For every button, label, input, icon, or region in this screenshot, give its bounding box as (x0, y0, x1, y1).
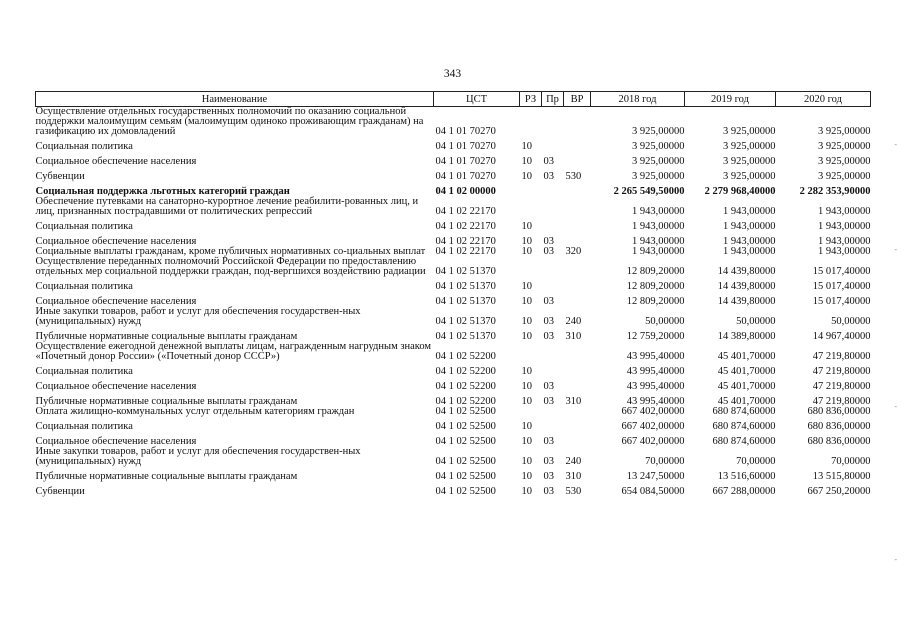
cell-2019: 1 943,00000 (723, 221, 776, 232)
cell-vr (564, 182, 591, 197)
cell-rz (520, 257, 542, 277)
table-row (36, 307, 871, 327)
table-row (36, 392, 871, 407)
cell-2019: 45 401,70000 (717, 351, 776, 362)
table-row (36, 362, 871, 377)
cell-rz (520, 197, 542, 217)
table-row (36, 217, 871, 232)
cell-rz: 10 (521, 171, 532, 182)
header-2020: 2020 год (776, 92, 871, 107)
cell-2018: 1 943,00000 (632, 206, 685, 217)
cell-rz: 10 (521, 486, 532, 497)
cell-cst: 04 1 02 51370 (435, 331, 496, 342)
header-name: Наименование (36, 92, 434, 107)
cell-2020: 13 515,80000 (812, 471, 871, 482)
cell-rz: 10 (521, 316, 532, 327)
cell-2018: 43 995,40000 (626, 351, 685, 362)
cell-rz: 10 (521, 471, 532, 482)
cell-2018: 654 084,50000 (621, 486, 685, 497)
cell-name: Обеспечение путевками на санаторно-курортное лечение реабилити-рованных лиц, и лиц, признанных пострадавшими от политических репрессий (35, 196, 419, 217)
cell-vr (564, 377, 591, 392)
cell-2019: 3 925,00000 (723, 171, 776, 182)
cell-2018: 43 995,40000 (626, 381, 685, 392)
cell-2019: 3 925,00000 (723, 126, 776, 137)
cell-rz: 10 (521, 396, 532, 407)
header-cst: ЦСТ (434, 92, 520, 107)
header-vr: ВР (564, 92, 591, 107)
cell-2020: 667 250,20000 (807, 486, 871, 497)
cell-name: Социальные выплаты гражданам, кроме публичных нормативных со-циальных выплат (35, 246, 426, 257)
cell-2019: 50,00000 (736, 316, 776, 327)
cell-pr (542, 417, 564, 432)
cell-2020: 50,00000 (831, 316, 871, 327)
cell-2020: 70,00000 (831, 456, 871, 467)
cell-vr: 310 (565, 396, 582, 407)
table-row (36, 342, 871, 362)
page-number: 343 (443, 68, 462, 80)
cell-name: Социальная поддержка льготных категорий граждан (35, 186, 290, 197)
cell-rz: 10 (521, 296, 532, 307)
cell-pr (542, 197, 564, 217)
table-body (36, 107, 871, 498)
cell-2018: 3 925,00000 (632, 126, 685, 137)
cell-name: Социальное обеспечение населения (35, 296, 197, 307)
cell-2020: 47 219,80000 (812, 351, 871, 362)
margin-tick: - (894, 245, 897, 254)
cell-rz: 10 (521, 331, 532, 342)
cell-cst: 04 1 02 52500 (435, 486, 496, 497)
cell-pr (542, 107, 564, 138)
cell-cst: 04 1 02 52200 (435, 351, 496, 362)
cell-2020: 3 925,00000 (818, 171, 871, 182)
cell-rz (520, 407, 542, 417)
cell-pr (542, 182, 564, 197)
cell-2019: 680 874,60000 (712, 406, 776, 417)
cell-vr (564, 232, 591, 247)
cell-pr: 03 (543, 246, 554, 257)
cell-name: Социальная политика (35, 421, 133, 432)
cell-rz: 10 (521, 221, 532, 232)
cell-cst: 04 1 02 52500 (435, 421, 496, 432)
cell-rz: 10 (521, 281, 532, 292)
cell-vr (564, 407, 591, 417)
table-row (36, 277, 871, 292)
cell-cst: 04 1 02 52200 (435, 366, 496, 377)
cell-name: Осуществление ежегодной денежной выплаты лицам, награжденным нагрудным знаком «Почетный донор России» («Почетный донор СССР») (35, 341, 432, 362)
cell-2020: 15 017,40000 (812, 296, 871, 307)
cell-2019: 14 439,80000 (717, 296, 776, 307)
cell-pr: 03 (543, 471, 554, 482)
margin-tick: - (894, 555, 897, 564)
cell-name: Публичные нормативные социальные выплаты гражданам (35, 331, 298, 342)
cell-name: Публичные нормативные социальные выплаты гражданам (35, 396, 298, 407)
cell-pr: 03 (543, 156, 554, 167)
cell-vr (564, 342, 591, 362)
cell-2019: 1 943,00000 (723, 206, 776, 217)
cell-vr (564, 152, 591, 167)
cell-pr: 03 (543, 331, 554, 342)
cell-vr (564, 197, 591, 217)
cell-2020: 1 943,00000 (818, 221, 871, 232)
cell-2019: 3 925,00000 (723, 141, 776, 152)
cell-pr: 03 (543, 436, 554, 447)
table-row (36, 327, 871, 342)
cell-name: Социальное обеспечение населения (35, 381, 197, 392)
cell-cst: 04 1 01 70270 (435, 156, 496, 167)
cell-name: Социальная политика (35, 366, 133, 377)
cell-2018: 3 925,00000 (632, 171, 685, 182)
cell-pr: 03 (543, 171, 554, 182)
cell-name: Иные закупки товаров, работ и услуг для обеспечения государствен-ных (муниципальных) нужд (35, 446, 361, 467)
table-header (36, 92, 871, 107)
cell-name: Публичные нормативные социальные выплаты гражданам (35, 471, 298, 482)
cell-2020: 14 967,40000 (812, 331, 871, 342)
cell-name: Социальная политика (35, 141, 133, 152)
cell-2020: 15 017,40000 (812, 266, 871, 277)
cell-rz (520, 182, 542, 197)
table-row (36, 432, 871, 447)
table-row (36, 257, 871, 277)
cell-name: Социальная политика (35, 221, 133, 232)
cell-pr: 03 (543, 456, 554, 467)
cell-2019: 1 943,00000 (723, 236, 776, 247)
cell-2018: 3 925,00000 (632, 156, 685, 167)
cell-pr (542, 217, 564, 232)
margin-tick: - (894, 402, 897, 411)
cell-vr (564, 107, 591, 138)
cell-pr: 03 (543, 316, 554, 327)
header-row (36, 92, 871, 107)
cell-name: Социальное обеспечение населения (35, 436, 197, 447)
cell-2019: 14 389,80000 (717, 331, 776, 342)
cell-2018: 12 809,20000 (626, 281, 685, 292)
cell-vr (564, 292, 591, 307)
cell-cst: 04 1 01 70270 (435, 171, 496, 182)
cell-cst: 04 1 02 22170 (435, 246, 496, 257)
cell-2020: 1 943,00000 (818, 236, 871, 247)
cell-cst: 04 1 02 51370 (435, 316, 496, 327)
cell-vr: 530 (565, 486, 582, 497)
cell-name: Социальное обеспечение населения (35, 236, 197, 247)
header-2019: 2019 год (685, 92, 776, 107)
table-row (36, 292, 871, 307)
cell-2018: 667 402,00000 (621, 421, 685, 432)
cell-2018: 667 402,00000 (621, 436, 685, 447)
cell-2019: 70,00000 (736, 456, 776, 467)
cell-rz: 10 (521, 366, 532, 377)
cell-rz: 10 (521, 436, 532, 447)
cell-cst: 04 1 02 51370 (435, 266, 496, 277)
table-row (36, 407, 871, 417)
cell-pr: 03 (543, 381, 554, 392)
cell-2020: 3 925,00000 (818, 156, 871, 167)
cell-pr: 03 (543, 236, 554, 247)
header-pr: Пр (542, 92, 564, 107)
cell-2019: 45 401,70000 (717, 381, 776, 392)
cell-name: Социальная политика (35, 281, 133, 292)
cell-cst: 04 1 02 51370 (435, 281, 496, 292)
cell-pr (542, 277, 564, 292)
cell-vr (564, 257, 591, 277)
cell-cst: 04 1 02 22170 (435, 236, 496, 247)
table-row (36, 137, 871, 152)
cell-2018: 70,00000 (645, 456, 685, 467)
cell-2019: 667 288,00000 (712, 486, 776, 497)
cell-2018: 12 759,20000 (626, 331, 685, 342)
cell-2018: 667 402,00000 (621, 406, 685, 417)
cell-cst: 04 1 02 52200 (435, 396, 496, 407)
cell-cst: 04 1 02 51370 (435, 296, 496, 307)
cell-2019: 1 943,00000 (723, 246, 776, 257)
cell-cst: 04 1 02 22170 (435, 206, 496, 217)
cell-2019: 3 925,00000 (723, 156, 776, 167)
cell-pr (542, 342, 564, 362)
cell-2018: 2 265 549,50000 (613, 186, 685, 197)
table-row (36, 417, 871, 432)
cell-cst: 04 1 02 00000 (435, 186, 496, 197)
cell-vr (564, 137, 591, 152)
cell-rz (520, 342, 542, 362)
cell-2018: 43 995,40000 (626, 396, 685, 407)
header-2018: 2018 год (591, 92, 685, 107)
cell-name: Субвенции (35, 486, 85, 497)
cell-cst: 04 1 01 70270 (435, 141, 496, 152)
cell-vr (564, 362, 591, 377)
cell-2019: 680 874,60000 (712, 421, 776, 432)
cell-name: Осуществление отдельных государственных полномочий по оказанию социальной поддержки малоимущим семьям (малоимущим одиноко проживающим гражданам) на газификацию их домовладений (35, 106, 424, 137)
cell-2018: 50,00000 (645, 316, 685, 327)
cell-cst: 04 1 01 70270 (435, 126, 496, 137)
cell-pr (542, 407, 564, 417)
table-row (36, 167, 871, 182)
table-row (36, 377, 871, 392)
cell-cst: 04 1 02 52200 (435, 381, 496, 392)
cell-vr (564, 217, 591, 232)
cell-2018: 1 943,00000 (632, 221, 685, 232)
cell-vr (564, 417, 591, 432)
cell-vr: 310 (565, 471, 582, 482)
cell-vr: 310 (565, 331, 582, 342)
cell-vr: 530 (565, 171, 582, 182)
cell-cst: 04 1 02 22170 (435, 221, 496, 232)
cell-name: Оплата жилищно-коммунальных услуг отдельным категориям граждан (35, 406, 355, 417)
cell-2020: 15 017,40000 (812, 281, 871, 292)
budget-table (35, 91, 871, 497)
cell-2019: 14 439,80000 (717, 281, 776, 292)
table-row (36, 152, 871, 167)
cell-vr (564, 432, 591, 447)
table-row (36, 232, 871, 247)
cell-pr (542, 137, 564, 152)
cell-2018: 12 809,20000 (626, 296, 685, 307)
cell-2018: 1 943,00000 (632, 236, 685, 247)
cell-vr: 240 (565, 316, 582, 327)
cell-2020: 680 836,00000 (807, 436, 871, 447)
cell-pr: 03 (543, 296, 554, 307)
cell-pr: 03 (543, 396, 554, 407)
cell-2018: 13 247,50000 (626, 471, 685, 482)
table-row (36, 482, 871, 497)
cell-2018: 1 943,00000 (632, 246, 685, 257)
cell-2020: 1 943,00000 (818, 206, 871, 217)
cell-rz: 10 (521, 421, 532, 432)
table-row (36, 447, 871, 467)
cell-2020: 47 219,80000 (812, 366, 871, 377)
cell-2020: 680 836,00000 (807, 421, 871, 432)
cell-rz: 10 (521, 456, 532, 467)
cell-2019: 45 401,70000 (717, 396, 776, 407)
cell-2020: 2 282 353,90000 (799, 186, 871, 197)
cell-rz: 10 (521, 246, 532, 257)
cell-2019: 680 874,60000 (712, 436, 776, 447)
cell-rz: 10 (521, 236, 532, 247)
cell-rz (520, 107, 542, 138)
cell-2020: 680 836,00000 (807, 406, 871, 417)
cell-vr (564, 277, 591, 292)
cell-cst: 04 1 02 52500 (435, 471, 496, 482)
cell-2018: 3 925,00000 (632, 141, 685, 152)
cell-rz: 10 (521, 141, 532, 152)
table-row (36, 197, 871, 217)
cell-pr: 03 (543, 486, 554, 497)
cell-2019: 13 516,60000 (717, 471, 776, 482)
cell-name: Социальное обеспечение населения (35, 156, 197, 167)
cell-vr: 320 (565, 246, 582, 257)
cell-2018: 12 809,20000 (626, 266, 685, 277)
cell-rz: 10 (521, 156, 532, 167)
cell-2018: 43 995,40000 (626, 366, 685, 377)
cell-2020: 47 219,80000 (812, 381, 871, 392)
cell-vr: 240 (565, 456, 582, 467)
table-row (36, 107, 871, 138)
margin-tick: - (894, 140, 897, 149)
cell-cst: 04 1 02 52500 (435, 456, 496, 467)
cell-2020: 47 219,80000 (812, 396, 871, 407)
cell-name: Субвенции (35, 171, 85, 182)
cell-cst: 04 1 02 52500 (435, 406, 496, 417)
cell-rz: 10 (521, 381, 532, 392)
header-rz: РЗ (520, 92, 542, 107)
cell-2020: 3 925,00000 (818, 126, 871, 137)
table-row (36, 182, 871, 197)
cell-2020: 1 943,00000 (818, 246, 871, 257)
cell-2020: 3 925,00000 (818, 141, 871, 152)
cell-pr (542, 257, 564, 277)
cell-name: Иные закупки товаров, работ и услуг для обеспечения государствен-ных (муниципальных) нужд (35, 306, 361, 327)
cell-name: Осуществление переданных полномочий Российской Федерации по предоставлению отдельных мер социальной поддержки граждан, под-вергшихся воздействию радиации (35, 256, 426, 277)
cell-pr (542, 362, 564, 377)
cell-cst: 04 1 02 52500 (435, 436, 496, 447)
cell-2019: 45 401,70000 (717, 366, 776, 377)
cell-2019: 2 279 968,40000 (704, 186, 776, 197)
cell-2019: 14 439,80000 (717, 266, 776, 277)
table-row (36, 467, 871, 482)
